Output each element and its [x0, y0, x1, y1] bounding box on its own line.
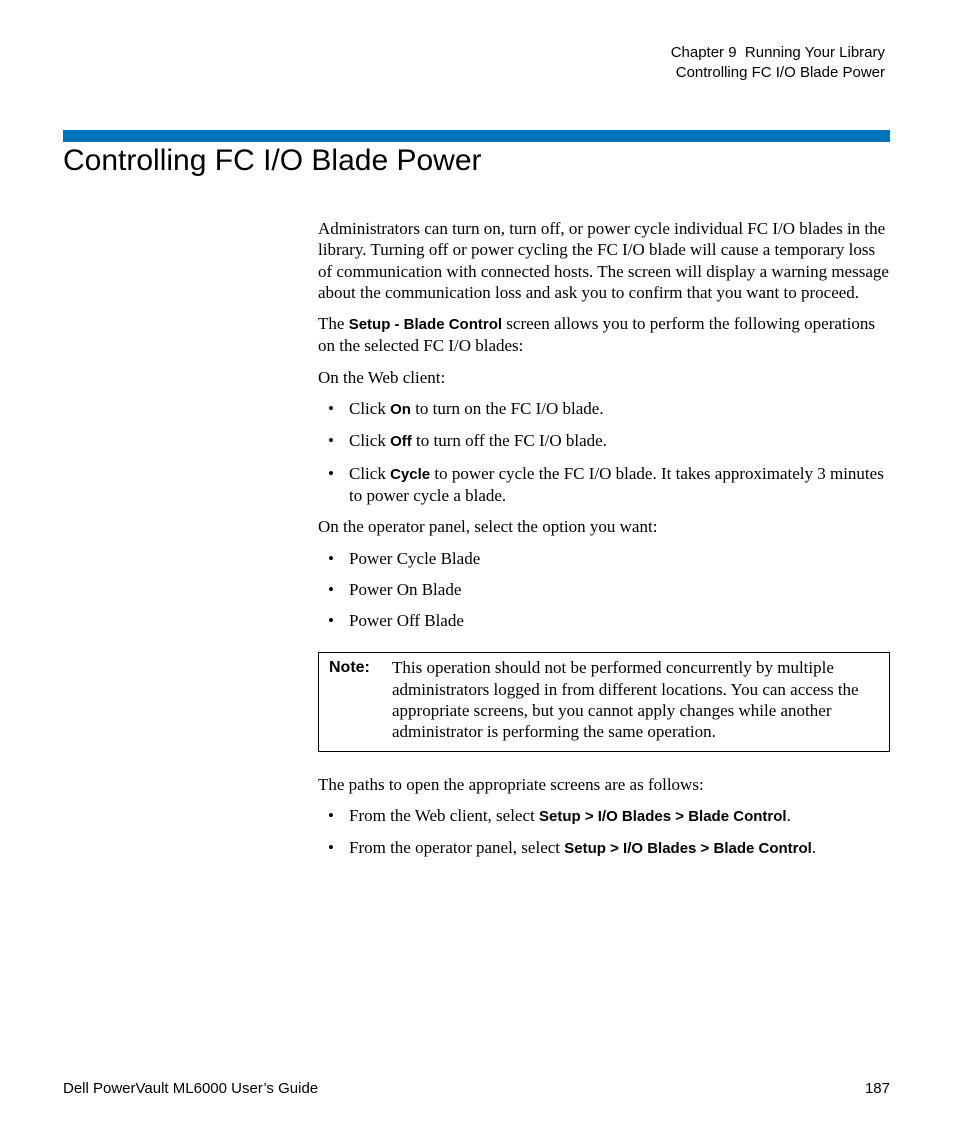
list-item — [318, 837, 890, 859]
paths-list — [318, 805, 890, 860]
paths-label: The paths to open the appropriate screens are as follows: — [318, 774, 704, 794]
list-item — [318, 610, 890, 631]
menu-path: Setup > I/O Blades > Blade Control — [539, 807, 787, 825]
note-box — [318, 652, 890, 751]
item-text: Power On Blade — [349, 579, 462, 599]
section-accent-bar — [63, 130, 890, 142]
bullet: • — [328, 463, 334, 483]
operator-panel-list — [318, 548, 890, 632]
item-pre: From the operator panel, select — [349, 838, 565, 858]
setup-paragraph — [318, 313, 890, 357]
note-text: This operation should not be performed concurrently by multiple administrators logged in from different locations. You can access the appropriate screens, but you cannot apply changes while another administrator is performing the same operation. — [392, 658, 859, 742]
list-item — [318, 398, 890, 420]
bullet: • — [328, 431, 334, 451]
menu-path: Setup > I/O Blades > Blade Control — [564, 840, 812, 858]
item-text: Power Off Blade — [349, 611, 464, 631]
item-pre: Click — [349, 431, 391, 451]
item-post: . — [786, 805, 791, 825]
bullet: • — [328, 399, 334, 419]
item-pre: Click — [349, 399, 391, 419]
page-title: Controlling FC I/O Blade Power — [63, 144, 482, 177]
bullet: • — [328, 805, 334, 825]
bullet: • — [328, 611, 334, 631]
setup-post: screen allows you to perform the following operations on the selected FC I/O blades: — [318, 314, 880, 356]
web-client-label: On the Web client: — [318, 367, 446, 387]
bullet: • — [328, 838, 334, 858]
main-content — [318, 218, 890, 870]
list-item — [318, 805, 890, 827]
setup-screen-name: Setup - Blade Control — [348, 316, 503, 334]
item-pre: Click — [349, 463, 391, 483]
running-header — [671, 43, 885, 83]
item-text: Power Cycle Blade — [349, 548, 481, 568]
item-post: . — [811, 838, 817, 858]
operator-panel-label: On the operator panel, select the option you want: — [318, 517, 658, 537]
list-item — [318, 463, 890, 507]
footer-page-number: 187 — [864, 1080, 890, 1097]
bullet: • — [328, 579, 334, 599]
setup-pre: The — [318, 314, 349, 334]
note-label: Note: — [329, 659, 370, 677]
footer-guide-title: Dell PowerVault ML6000 User’s Guide — [63, 1080, 319, 1097]
ui-label-cycle: Cycle — [390, 465, 431, 483]
item-post: to turn on the FC I/O blade. — [410, 399, 604, 419]
intro-paragraph: Administrators can turn on, turn off, or power cycle individual FC I/O blades in the library. Turning off or power cycling the FC I/O blade will cause a temporary loss of communication with connected hosts. The screen will display a warning message about the communication loss and ask you to confirm that you want to proceed. — [318, 219, 889, 302]
header-chapter: Chapter 9 Running Your Library — [670, 44, 885, 61]
web-client-list — [318, 398, 890, 506]
ui-label-off: Off — [390, 433, 412, 451]
item-pre: From the Web client, select — [349, 805, 539, 825]
list-item — [318, 579, 890, 600]
bullet: • — [328, 548, 334, 568]
item-post: to power cycle the FC I/O blade. It takes approximately 3 minutes to power cycle a blade. — [349, 463, 889, 505]
list-item — [318, 430, 890, 452]
list-item — [318, 548, 890, 569]
item-post: to turn off the FC I/O blade. — [411, 431, 607, 451]
header-section: Controlling FC I/O Blade Power — [675, 64, 885, 81]
ui-label-on: On — [390, 401, 411, 419]
